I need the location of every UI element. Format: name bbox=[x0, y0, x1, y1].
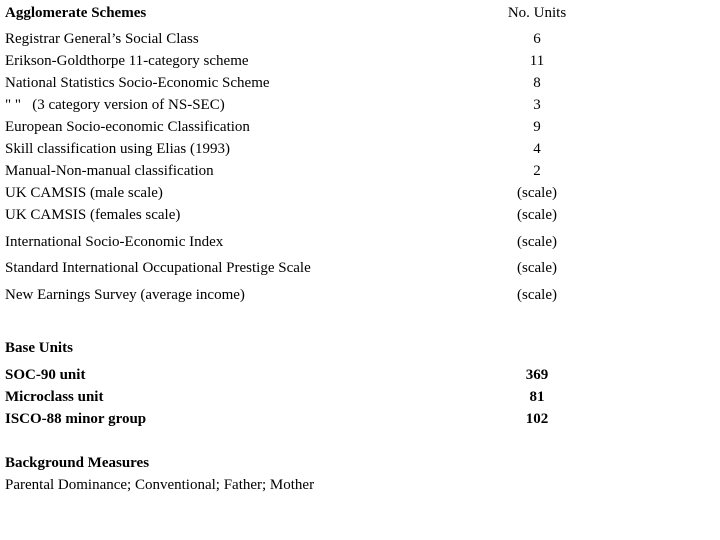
scheme-label: UK CAMSIS (male scale) bbox=[5, 185, 163, 201]
scheme-label: Standard International Occupational Prestige Scale bbox=[5, 260, 311, 276]
scheme-units: (scale) bbox=[517, 207, 557, 223]
table-row bbox=[5, 139, 705, 159]
scheme-units: (scale) bbox=[517, 185, 557, 201]
background-text-row bbox=[5, 475, 705, 495]
base-unit-label: ISCO-88 minor group bbox=[5, 411, 147, 427]
scheme-units: (scale) bbox=[517, 234, 557, 250]
table-row bbox=[5, 285, 705, 305]
table-row bbox=[5, 258, 705, 278]
table-header bbox=[5, 3, 705, 23]
background-measures-text: Parental Dominance; Conventional; Father; Mother bbox=[5, 477, 315, 493]
background-measures-heading: Background Measures bbox=[5, 455, 150, 471]
scheme-units: 3 bbox=[533, 97, 541, 113]
scheme-label: Registrar General’s Social Class bbox=[5, 31, 199, 47]
scheme-label: International Socio-Economic Index bbox=[5, 234, 224, 250]
table-row bbox=[5, 232, 705, 252]
scheme-units: 2 bbox=[533, 163, 541, 179]
base-unit-count: 369 bbox=[525, 367, 549, 383]
base-unit-count: 81 bbox=[529, 389, 545, 405]
scheme-label: Manual-Non-manual classification bbox=[5, 163, 214, 179]
base-unit-label: Microclass unit bbox=[5, 389, 104, 405]
table-row bbox=[5, 183, 705, 203]
no-units-heading: No. Units bbox=[507, 5, 567, 21]
scheme-units: 4 bbox=[533, 141, 541, 157]
base-units-heading: Base Units bbox=[5, 340, 73, 356]
table-row bbox=[5, 365, 705, 385]
scheme-units: (scale) bbox=[517, 287, 557, 303]
scheme-units: 6 bbox=[533, 31, 541, 47]
scheme-units: 11 bbox=[529, 53, 545, 69]
base-units-heading-row bbox=[5, 338, 705, 358]
background-heading-row bbox=[5, 453, 705, 473]
scheme-label: New Earnings Survey (average income) bbox=[5, 287, 245, 303]
table-row bbox=[5, 51, 705, 71]
scheme-label: European Socio-economic Classification bbox=[5, 119, 250, 135]
scheme-units: 9 bbox=[533, 119, 541, 135]
scheme-label: Skill classification using Elias (1993) bbox=[5, 141, 230, 157]
scheme-label: UK CAMSIS (females scale) bbox=[5, 207, 181, 223]
table-row bbox=[5, 205, 705, 225]
scheme-label: " " (3 category version of NS-SEC) bbox=[5, 97, 225, 113]
table-row bbox=[5, 387, 705, 407]
scheme-units: 8 bbox=[533, 75, 541, 91]
table-row bbox=[5, 29, 705, 49]
agglomerate-schemes-heading: Agglomerate Schemes bbox=[5, 5, 147, 21]
table-row bbox=[5, 73, 705, 93]
table-row bbox=[5, 117, 705, 137]
table-row bbox=[5, 161, 705, 181]
table-row bbox=[5, 95, 705, 115]
scheme-label: Erikson-Goldthorpe 11-category scheme bbox=[5, 53, 249, 69]
base-unit-count: 102 bbox=[525, 411, 549, 427]
scheme-units: (scale) bbox=[517, 260, 557, 276]
scheme-label: National Statistics Socio-Economic Scheme bbox=[5, 75, 270, 91]
base-unit-label: SOC-90 unit bbox=[5, 367, 86, 383]
table-row bbox=[5, 409, 705, 429]
